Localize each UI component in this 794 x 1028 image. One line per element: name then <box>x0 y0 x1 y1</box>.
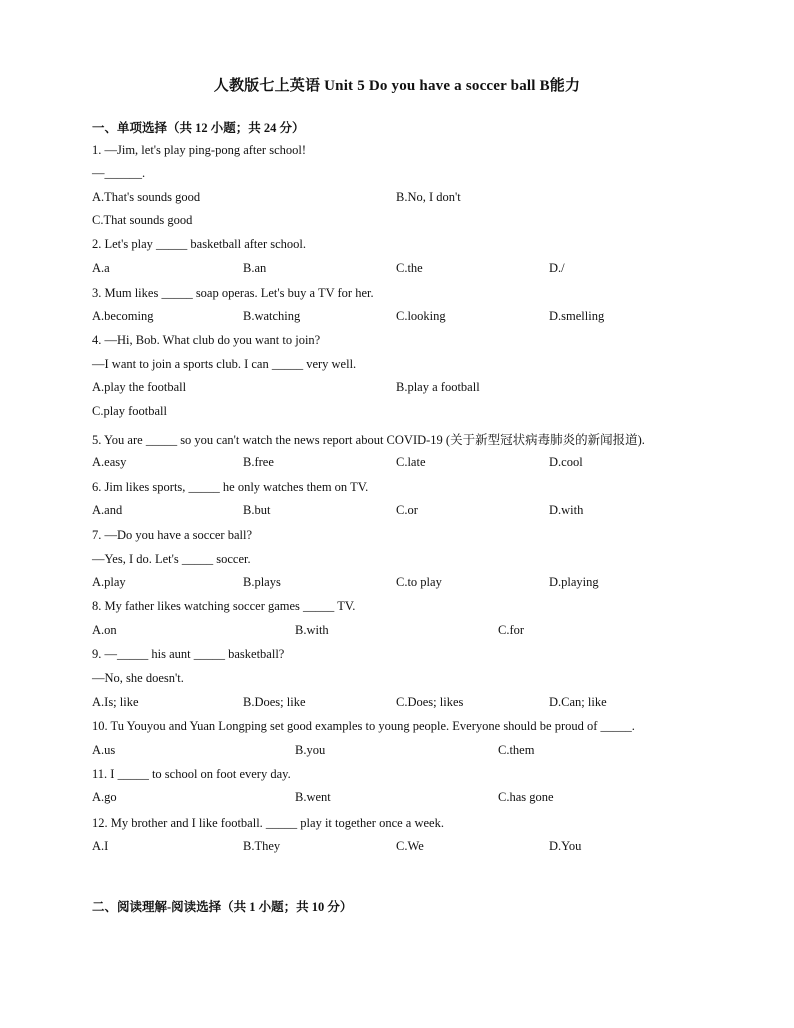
question-5-option-a: A.easy <box>92 455 127 469</box>
question-7-option-b: B.plays <box>243 575 281 589</box>
question-7-stem: 7. —Do you have a soccer ball? <box>92 528 253 542</box>
question-11-option-c: C.has gone <box>498 790 554 804</box>
question-10-stem: 10. Tu Youyou and Yuan Longping set good examples to young people. Everyone should be proud of _____. <box>92 719 635 733</box>
question-9-option-b: B.Does; like <box>243 695 306 709</box>
question-2-option-d: D./ <box>549 261 565 275</box>
question-9-option-a: A.Is; like <box>92 695 139 709</box>
question-3-option-a: A.becoming <box>92 309 154 323</box>
question-1-stem: 1. —Jim, let's play ping-pong after school! <box>92 143 307 157</box>
section-heading-reading: 二、阅读理解-阅读选择（共 1 小题；共 10 分） <box>92 900 353 914</box>
question-1-line-2: —______. <box>92 166 146 180</box>
section-heading-single-choice: 一、单项选择（共 12 小题；共 24 分） <box>92 121 305 135</box>
question-6-stem: 6. Jim likes sports, _____ he only watches them on TV. <box>92 480 369 494</box>
question-4-stem: 4. —Hi, Bob. What club do you want to join? <box>92 333 321 347</box>
question-12-stem: 12. My brother and I like football. _____ play it together once a week. <box>92 816 444 830</box>
question-9-stem: 9. —_____ his aunt _____ basketball? <box>92 647 285 661</box>
question-11-option-a: A.go <box>92 790 117 804</box>
question-1-option-c: C.That sounds good <box>92 213 193 227</box>
question-4-option-a: A.play the football <box>92 380 187 394</box>
question-9-option-c: C.Does; likes <box>396 695 464 709</box>
question-8-stem: 8. My father likes watching soccer games _____ TV. <box>92 599 356 613</box>
question-6-option-a: A.and <box>92 503 123 517</box>
question-10-option-a: A.us <box>92 743 116 757</box>
question-6-option-b: B.but <box>243 503 271 517</box>
question-12-option-c: C.We <box>396 839 424 853</box>
question-8-option-c: C.for <box>498 623 525 637</box>
question-1-option-b: B.No, I don't <box>396 190 461 204</box>
question-7-option-d: D.playing <box>549 575 599 589</box>
question-6-option-c: C.or <box>396 503 418 517</box>
question-3-option-c: C.looking <box>396 309 446 323</box>
question-3-option-b: B.watching <box>243 309 301 323</box>
question-8-option-a: A.on <box>92 623 117 637</box>
question-5-option-b: B.free <box>243 455 274 469</box>
question-12-option-b: B.They <box>243 839 281 853</box>
question-5-stem: 5. You are _____ so you can't watch the news report about COVID-19 (关于新型冠状病毒肺炎的新闻报道). <box>92 433 645 447</box>
question-8-option-b: B.with <box>295 623 329 637</box>
question-9-option-d: D.Can; like <box>549 695 607 709</box>
question-5-option-d: D.cool <box>549 455 583 469</box>
question-9-line-2: —No, she doesn't. <box>92 671 184 685</box>
question-7-line-2: —Yes, I do. Let's _____ soccer. <box>92 552 251 566</box>
question-4-line-2: —I want to join a sports club. I can _____ very well. <box>92 357 357 371</box>
question-10-option-b: B.you <box>295 743 326 757</box>
question-10-option-c: C.them <box>498 743 535 757</box>
page-title: 人教版七上英语 Unit 5 Do you have a soccer ball B能力 <box>213 78 581 94</box>
question-3-option-d: D.smelling <box>549 309 605 323</box>
question-6-option-d: D.with <box>549 503 584 517</box>
question-5-option-c: C.late <box>396 455 426 469</box>
question-1-option-a: A.That's sounds good <box>92 190 201 204</box>
question-11-stem: 11. I _____ to school on foot every day. <box>92 767 291 781</box>
question-2-option-b: B.an <box>243 261 267 275</box>
question-3-stem: 3. Mum likes _____ soap operas. Let's buy a TV for her. <box>92 286 374 300</box>
question-4-option-c: C.play football <box>92 404 167 418</box>
question-4-option-b: B.play a football <box>396 380 480 394</box>
question-7-option-a: A.play <box>92 575 126 589</box>
question-7-option-c: C.to play <box>396 575 442 589</box>
question-11-option-b: B.went <box>295 790 331 804</box>
question-2-stem: 2. Let's play _____ basketball after school. <box>92 237 307 251</box>
question-12-option-d: D.You <box>549 839 582 853</box>
question-2-option-a: A.a <box>92 261 110 275</box>
question-2-option-c: C.the <box>396 261 423 275</box>
question-12-option-a: A.I <box>92 839 109 853</box>
